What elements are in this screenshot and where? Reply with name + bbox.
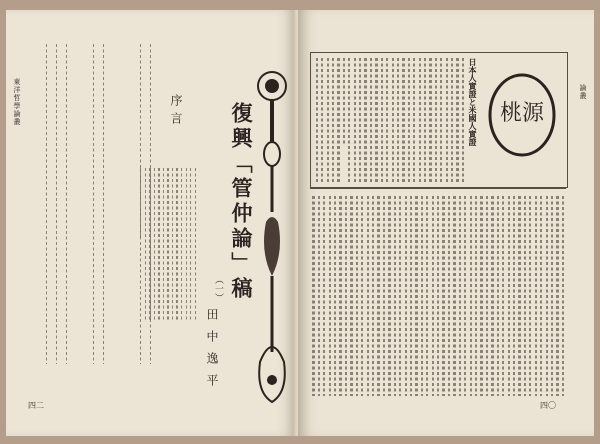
article-title: 復興「管仲論」稿 [229, 102, 254, 302]
right-running-head: 論叢 [579, 84, 587, 100]
section-label: 序言 [169, 94, 183, 130]
section-divider-rule [310, 188, 566, 189]
seal-stamp-illustration [486, 72, 558, 158]
boxed-heading: 日本人實證と米國人實證 [468, 58, 478, 146]
seal-lettering: 桃源 [499, 101, 545, 126]
left-body-text-upper [26, 44, 154, 364]
article-part: （一） [213, 275, 223, 302]
boxed-body-text [316, 58, 464, 182]
article-author: 田中逸平 [205, 308, 219, 396]
left-running-head: 東洋哲學論叢 [13, 78, 21, 126]
right-body-text [312, 196, 564, 396]
right-page-number: 四〇 [540, 401, 556, 410]
left-body-text-lower [140, 168, 196, 322]
left-page-number: 四二 [28, 401, 44, 410]
ornamental-staff-illustration [252, 62, 292, 424]
